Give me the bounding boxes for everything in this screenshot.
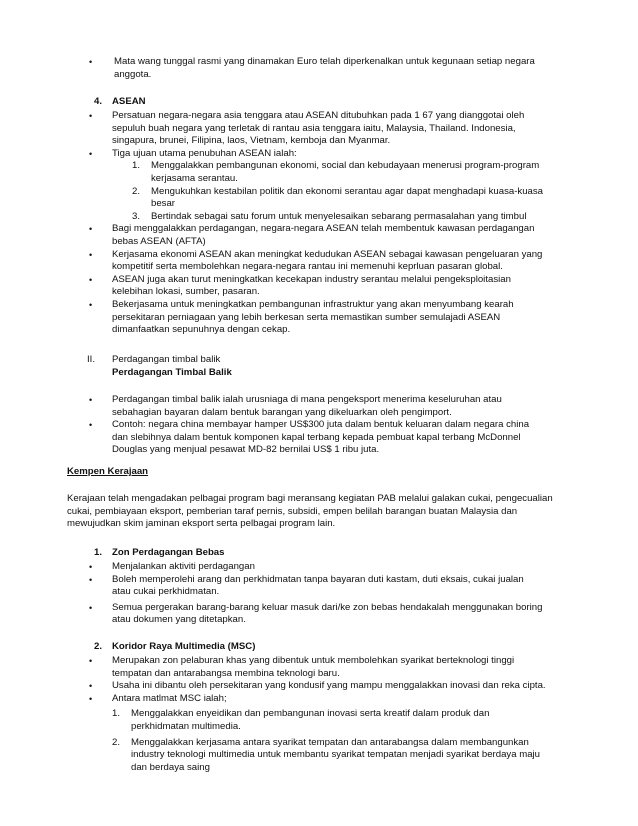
bullet-text: Kerjasama ekonomi ASEAN akan meningkat kedudukan ASEAN sebagai kawasan pengeluaran yang kompetitif serta membolehkan negara-negara rantau ini memenuhi keprluan pasaran global. xyxy=(112,248,543,273)
bullet-icon: • xyxy=(89,224,93,235)
bullet-icon: • xyxy=(89,681,93,692)
section-number: 1. xyxy=(94,547,103,558)
bullet-item xyxy=(89,299,544,337)
section-title: Koridor Raya Multimedia (MSC) xyxy=(112,641,256,652)
bullet-icon: • xyxy=(89,395,93,405)
bullet-text: Semua pergerakan barang-barang keluar masuk dari/ke zon bebas hendakalah menggunakan boring atau dokumen yang ditetapkan. xyxy=(112,601,543,626)
section-title: Zon Perdagangan Bebas xyxy=(112,547,225,558)
bullet-item xyxy=(89,602,544,627)
bullet-item xyxy=(89,394,544,419)
zon-list xyxy=(89,561,544,627)
bullet-item xyxy=(89,693,549,706)
bullet-icon: • xyxy=(89,562,93,572)
item-text: Menggalakkan enyeidikan dan pembangunan inovasi serta kreatif dalam produk dan perkhidmatan multimedia. xyxy=(131,708,490,732)
bullet-item xyxy=(89,223,544,248)
bullet-item xyxy=(89,274,544,299)
item-text: Bertindak sebagai satu forum untuk menyelesaikan sebarang permasalahan yang timbul xyxy=(151,210,527,222)
bullet-item xyxy=(89,249,544,274)
bullet-item xyxy=(89,110,544,148)
bullet-item xyxy=(89,680,549,693)
item-number: 2. xyxy=(132,185,141,197)
bullet-text: Menjalankan aktiviti perdagangan xyxy=(112,561,255,572)
bullet-icon: • xyxy=(89,148,93,159)
section-number: 2. xyxy=(94,641,103,652)
numbered-item xyxy=(132,211,544,224)
bullet-text: Bagi menggalakkan perdagangan, negara-negara ASEAN telah membentuk kawasan perdagangan bebas ASEAN (AFTA) xyxy=(112,223,535,247)
section-heading: Kempen Kerajaan xyxy=(67,466,149,477)
bullet-icon: • xyxy=(89,57,93,67)
numbered-item xyxy=(112,708,549,733)
bullet-text: Boleh memperolehi arang dan perkhidmatan tanpa bayaran duti kastam, duti eksais, cukai jualan atau cukai perkhidmatan. xyxy=(112,573,524,598)
bullet-icon: • xyxy=(89,299,93,310)
bullet-icon: • xyxy=(89,656,93,666)
timbal-balik-list xyxy=(89,394,544,457)
section-title: Perdagangan timbal balik xyxy=(112,354,221,365)
bullet-text: Perdagangan timbal balik ialah urusniaga di mana pengeksport menerima keseluruhan atau sebahagian bayaran dalam bentuk barangan yang dikeluarkan oleh pengimport. xyxy=(112,394,502,418)
section-title: ASEAN xyxy=(112,96,146,107)
bullet-icon: • xyxy=(89,420,93,431)
item-number: 2. xyxy=(112,736,121,748)
item-text: Menggalakkan kerjasama antara syarikat tempatan dan antarabangsa dalam membangunkan industry teknologi multimedia untuk membantu syarikat tempatan menjadi syarikat berdaya maju dan berdaya saing xyxy=(131,736,540,773)
bullet-icon: • xyxy=(89,574,93,585)
bullet-item xyxy=(89,561,544,574)
bullet-text: ASEAN juga akan turut meningkatkan kecekapan industry serantau melalui pengeksploitasian kelebihan lokasi, sumber, pasaran. xyxy=(112,273,511,298)
bullet-text: Antara matlmat MSC ialah; xyxy=(112,692,227,704)
section-number: II. xyxy=(87,354,95,365)
bullet-item xyxy=(89,148,544,161)
section-number: 4. xyxy=(94,96,103,107)
bullet-icon: • xyxy=(89,602,93,613)
bullet-text: Merupakan zon pelaburan khas yang dibentuk untuk membolehkan syarikat berteknologi tinggi tempatan dan antarabangsa membina teknologi baru. xyxy=(112,655,515,679)
bullet-text: Persatuan negara-negara asia tenggara atau ASEAN ditubuhkan pada 1 67 yang dianggotai oleh sepuluh buah negara yang terletak di rantau asia tenggara iaitu, Malaysia, Thailand. Indonesia, singapura, brunei, Filipina, laos, Vietnam, kemboja dan Myanmar. xyxy=(112,110,525,147)
item-number: 3. xyxy=(132,210,141,222)
bullet-item xyxy=(89,56,537,81)
bullet-text: Mata wang tunggal rasmi yang dinamakan Euro telah diperkenalkan untuk kegunaan setiap negara anggota. xyxy=(114,56,535,80)
numbered-item xyxy=(112,737,549,775)
bullet-text: Tiga ujuan utama penubuhan ASEAN ialah: xyxy=(112,147,297,159)
bullet-icon: • xyxy=(89,693,93,704)
bullet-item xyxy=(89,655,549,680)
bullet-icon: • xyxy=(89,249,93,260)
bullet-text: Contoh: negara china membayar hamper US$300 juta dalam bentuk keluaran dalam negara china dan slebihnya dalam bentuk komponen kapal terbang kepada pembuat kapal terbang McDonnel Douglas yang menjual pesawat MD-82 bernilai US$ 1 ribu juta. xyxy=(112,419,530,456)
item-text: Menggalakkan pembangunan ekonomi, social dan kebudayaan menerusi program-program kerjasama serantau. xyxy=(151,160,540,184)
bullet-icon: • xyxy=(89,274,93,285)
bullet-item xyxy=(89,419,544,457)
paragraph: Kerajaan telah mengadakan pelbagai program bagi meransang kegiatan PAB melalui galakan cukai, pengecualian cukai, pembiayaan eksport, pemberian taraf pernis, subsidi, empen belilah barangan buatan Malaysia dan mewujudkan skim jaminan eksport serta pelbagai program lain. xyxy=(67,493,553,530)
bullet-text: Usaha ini dibantu oleh persekitaran yang kondusif yang mampu menggalakkan inovasi dan reka cipta. xyxy=(112,680,546,692)
bullet-icon: • xyxy=(89,111,93,121)
item-number: 1. xyxy=(132,160,141,172)
section-subtitle: Perdagangan Timbal Balik xyxy=(112,367,232,378)
msc-list xyxy=(89,655,549,774)
bullet-item xyxy=(89,574,544,599)
asean-list xyxy=(89,110,544,337)
item-number: 1. xyxy=(112,708,121,720)
bullet-text: Bekerjasama untuk meningkatkan pembangunan infrastruktur yang akan menyumbang kearah persekitaran perniagaan yang lebih berkesan serta memastikan sumber semulajadi ASEAN dimanfaatkan sepunuhnya dengan cekap. xyxy=(112,298,514,336)
item-text: Mengukuhkan kestabilan politik dan ekonomi serantau agar dapat menghadapi kuasa-kuasa besar xyxy=(151,185,544,210)
numbered-item xyxy=(132,160,544,185)
numbered-item xyxy=(132,186,544,211)
